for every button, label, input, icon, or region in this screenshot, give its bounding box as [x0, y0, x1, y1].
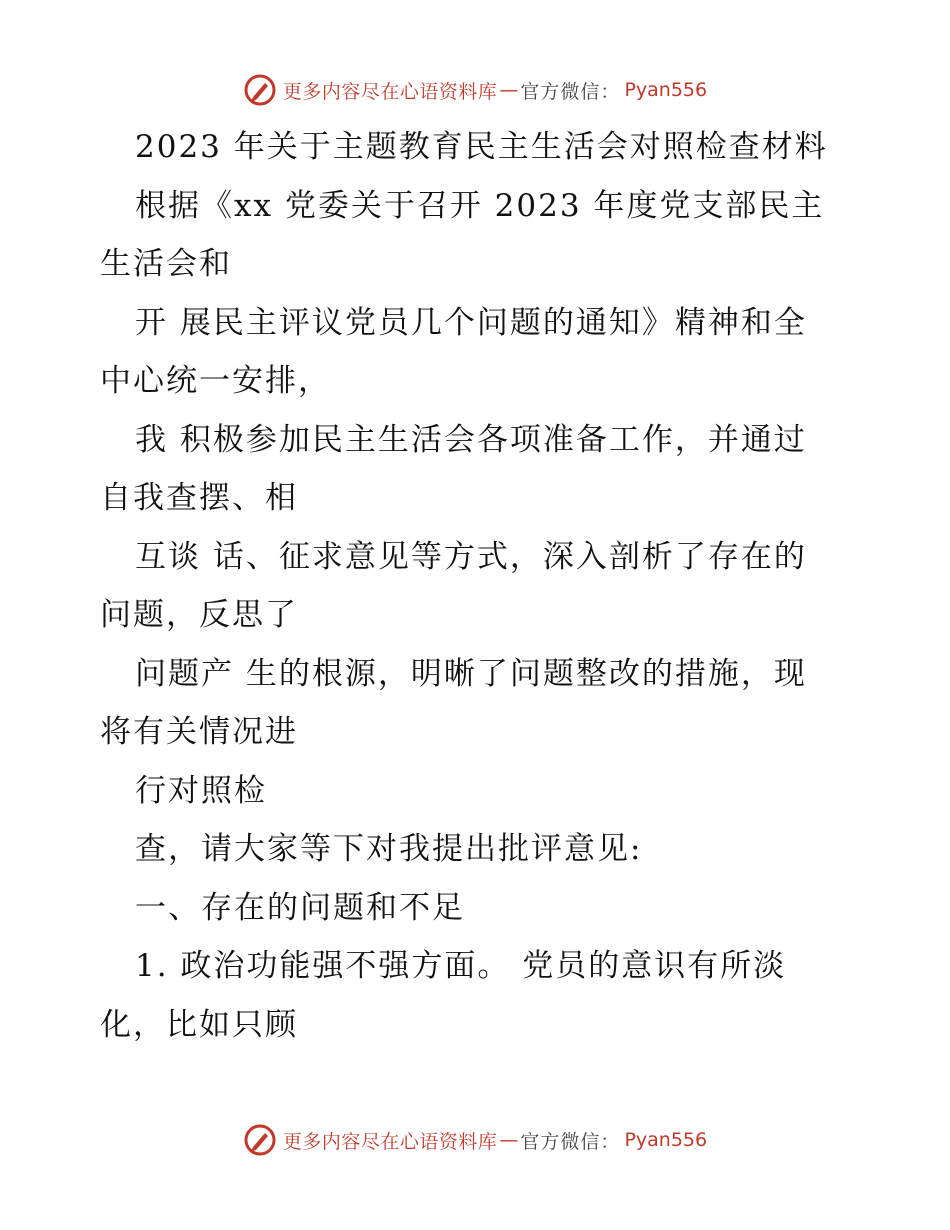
doc-line: 问题，反思了	[100, 597, 298, 633]
doc-line: 查，请大家等下对我提出批评意见:	[135, 831, 643, 867]
watermark-dash: —	[499, 1129, 519, 1151]
footer-watermark	[0, 1120, 950, 1160]
pen-logo-icon	[243, 1123, 277, 1157]
doc-line: 1. 政治功能强不强方面。 党员的意识有所淡	[135, 948, 787, 984]
doc-line: 我 积极参加民主生活会各项准备工作，并通过	[135, 421, 807, 458]
watermark-text: 更多内容尽在心语资料库	[282, 80, 498, 103]
doc-line: 将有关情况进	[100, 714, 298, 750]
doc-line: 一、存在的问题和不足	[135, 889, 465, 926]
pen-logo-icon	[243, 73, 277, 107]
watermark-dash: —	[499, 79, 519, 101]
doc-line: 生活会和	[100, 246, 232, 282]
watermark-official-label: 官方微信：	[520, 80, 621, 103]
doc-line: 开 展民主评议党员几个问题的通知》精神和全	[135, 304, 807, 341]
watermark-wechat-id: Pyan556	[624, 79, 708, 101]
doc-line: 自我查摆、相	[100, 480, 298, 516]
watermark-official-label: 官方微信：	[520, 1130, 621, 1153]
doc-line: 中心统一安排，	[100, 363, 331, 399]
watermark-wechat-id: Pyan556	[624, 1129, 708, 1151]
doc-line: 化，比如只顾	[100, 1006, 298, 1043]
doc-line: 互谈 话、征求意见等方式，深入剖析了存在的	[135, 538, 807, 575]
doc-line: 问题产 生的根源，明晰了问题整改的措施，现	[135, 655, 807, 692]
doc-line: 行对照检	[135, 772, 267, 809]
document-body	[100, 118, 860, 1054]
doc-line: 2023 年关于主题教育民主生活会对照检查材料	[135, 129, 828, 165]
doc-line: 根据《xx 党委关于召开 2023 年度党支部民主	[135, 187, 825, 224]
watermark-text: 更多内容尽在心语资料库	[282, 1130, 498, 1153]
header-watermark	[0, 70, 950, 110]
